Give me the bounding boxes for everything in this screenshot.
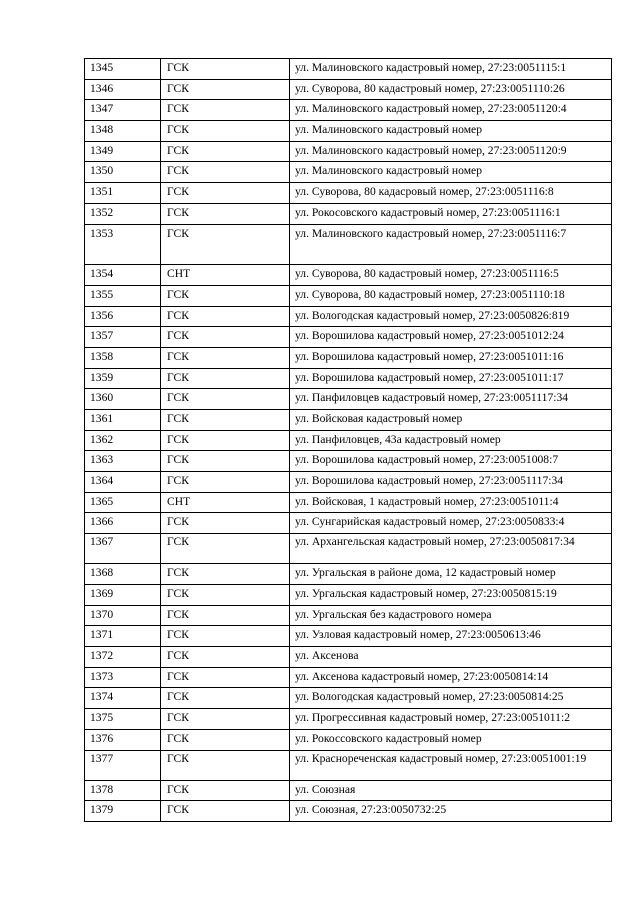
row-address: ул. Войсковая, 1 кадастровый номер, 27:23:0051011:4	[290, 492, 612, 513]
table-row	[85, 605, 612, 626]
row-address: ул. Прогрессивная кадастровый номер, 27:23:0051011:2	[290, 709, 612, 730]
row-number: 1373	[85, 667, 161, 688]
row-address: ул. Краснореченская кадастровый номер, 27:23:0051001:19	[290, 750, 612, 780]
row-number: 1357	[85, 327, 161, 348]
table-row	[85, 410, 612, 431]
row-number: 1358	[85, 347, 161, 368]
row-address: ул. Архангельская кадастровый номер, 27:23:0050817:34	[290, 534, 612, 564]
row-type: ГСК	[161, 626, 290, 647]
table-row	[85, 368, 612, 389]
row-type: ГСК	[161, 79, 290, 100]
row-type: ГСК	[161, 709, 290, 730]
row-address: ул. Вологодская кадастровый номер, 27:23:0050826:819	[290, 306, 612, 327]
row-type: ГСК	[161, 121, 290, 142]
row-address: ул. Малиновского кадастровый номер	[290, 162, 612, 183]
row-address: ул. Малиновского кадастровый номер, 27:23:0051120:4	[290, 100, 612, 121]
row-address: ул. Суворова, 80 кадастровый номер, 27:23:0051110:26	[290, 79, 612, 100]
row-address: ул. Ворошилова кадастровый номер, 27:23:0051011:17	[290, 368, 612, 389]
row-type: ГСК	[161, 285, 290, 306]
row-number: 1352	[85, 203, 161, 224]
row-address: ул. Ворошилова кадастровый номер, 27:23:0051012:24	[290, 327, 612, 348]
table-row	[85, 327, 612, 348]
row-address: ул. Суворова, 80 кадастровый номер, 27:23:0051110:18	[290, 285, 612, 306]
row-type: ГСК	[161, 203, 290, 224]
row-type: ГСК	[161, 59, 290, 80]
row-type: ГСК	[161, 141, 290, 162]
row-address: ул. Малиновского кадастровый номер, 27:23:0051120:9	[290, 141, 612, 162]
row-type: ГСК	[161, 472, 290, 493]
row-type: ГСК	[161, 100, 290, 121]
table-row	[85, 534, 612, 564]
row-address: ул. Рокоссовского кадастровый номер	[290, 729, 612, 750]
row-number: 1365	[85, 492, 161, 513]
row-number: 1375	[85, 709, 161, 730]
table-row	[85, 801, 612, 822]
row-address: ул. Войсковая кадастровый номер	[290, 410, 612, 431]
row-address: ул. Рокосовского кадастровый номер, 27:23:0051116:1	[290, 203, 612, 224]
row-number: 1349	[85, 141, 161, 162]
table-row	[85, 647, 612, 668]
table-row	[85, 306, 612, 327]
row-address: ул. Ворошилова кадастровый номер, 27:23:0051011:16	[290, 347, 612, 368]
row-number: 1351	[85, 183, 161, 204]
row-type: ГСК	[161, 389, 290, 410]
row-number: 1347	[85, 100, 161, 121]
row-type: СНТ	[161, 492, 290, 513]
row-type: ГСК	[161, 564, 290, 585]
row-number: 1354	[85, 265, 161, 286]
row-number: 1361	[85, 410, 161, 431]
row-number: 1353	[85, 224, 161, 265]
row-number: 1370	[85, 605, 161, 626]
table-row	[85, 141, 612, 162]
table-row	[85, 472, 612, 493]
row-number: 1359	[85, 368, 161, 389]
row-number: 1348	[85, 121, 161, 142]
table-row	[85, 265, 612, 286]
table-row	[85, 451, 612, 472]
row-number: 1360	[85, 389, 161, 410]
table-row	[85, 203, 612, 224]
registry-table	[84, 58, 612, 822]
table-row	[85, 688, 612, 709]
table-row	[85, 121, 612, 142]
row-number: 1369	[85, 585, 161, 606]
row-number: 1376	[85, 729, 161, 750]
row-number: 1363	[85, 451, 161, 472]
row-type: ГСК	[161, 451, 290, 472]
table-row	[85, 626, 612, 647]
row-type: ГСК	[161, 780, 290, 801]
row-type: ГСК	[161, 162, 290, 183]
row-type: СНТ	[161, 265, 290, 286]
table-row	[85, 224, 612, 265]
row-number: 1371	[85, 626, 161, 647]
row-address: ул. Малиновского кадастровый номер, 27:23:0051115:1	[290, 59, 612, 80]
table-row	[85, 585, 612, 606]
row-address: ул. Узловая кадастровый номер, 27:23:0050613:46	[290, 626, 612, 647]
row-type: ГСК	[161, 647, 290, 668]
table-row	[85, 513, 612, 534]
row-type: ГСК	[161, 306, 290, 327]
row-type: ГСК	[161, 410, 290, 431]
table-row	[85, 430, 612, 451]
row-number: 1355	[85, 285, 161, 306]
row-number: 1377	[85, 750, 161, 780]
table-row	[85, 162, 612, 183]
row-type: ГСК	[161, 513, 290, 534]
table-row	[85, 492, 612, 513]
row-type: ГСК	[161, 729, 290, 750]
table-row	[85, 780, 612, 801]
row-type: ГСК	[161, 430, 290, 451]
table-row	[85, 79, 612, 100]
row-address: ул. Ургальская кадастровый номер, 27:23:0050815:19	[290, 585, 612, 606]
table-row	[85, 347, 612, 368]
row-address: ул. Суворова, 80 кадасровый номер, 27:23:0051116:8	[290, 183, 612, 204]
table-row	[85, 389, 612, 410]
row-number: 1379	[85, 801, 161, 822]
row-address: ул. Малиновского кадастровый номер	[290, 121, 612, 142]
row-address: ул. Союзная	[290, 780, 612, 801]
row-number: 1372	[85, 647, 161, 668]
row-address: ул. Суворова, 80 кадастровый номер, 27:23:0051116:5	[290, 265, 612, 286]
row-number: 1346	[85, 79, 161, 100]
row-type: ГСК	[161, 801, 290, 822]
row-address: ул. Ворошилова кадастровый номер, 27:23:0051008:7	[290, 451, 612, 472]
row-type: ГСК	[161, 327, 290, 348]
row-address: ул. Ургальская без кадастрового номера	[290, 605, 612, 626]
row-address: ул. Союзная, 27:23:0050732:25	[290, 801, 612, 822]
row-number: 1350	[85, 162, 161, 183]
table-row	[85, 709, 612, 730]
table-row	[85, 564, 612, 585]
table-row	[85, 285, 612, 306]
row-type: ГСК	[161, 534, 290, 564]
row-number: 1356	[85, 306, 161, 327]
table-row	[85, 750, 612, 780]
row-address: ул. Аксенова	[290, 647, 612, 668]
row-address: ул. Малиновского кадастровый номер, 27:23:0051116:7	[290, 224, 612, 265]
row-type: ГСК	[161, 368, 290, 389]
row-type: ГСК	[161, 347, 290, 368]
row-number: 1366	[85, 513, 161, 534]
row-address: ул. Ургальская в районе дома, 12 кадастровый номер	[290, 564, 612, 585]
row-type: ГСК	[161, 585, 290, 606]
row-number: 1362	[85, 430, 161, 451]
row-address: ул. Сунгарийская кадастровый номер, 27:23:0050833:4	[290, 513, 612, 534]
row-type: ГСК	[161, 667, 290, 688]
row-number: 1367	[85, 534, 161, 564]
row-type: ГСК	[161, 224, 290, 265]
row-address: ул. Панфиловцев, 43а кадастровый номер	[290, 430, 612, 451]
row-number: 1374	[85, 688, 161, 709]
row-address: ул. Вологодская кадастровый номер, 27:23:0050814:25	[290, 688, 612, 709]
row-type: ГСК	[161, 183, 290, 204]
table-row	[85, 183, 612, 204]
row-address: ул. Панфиловцев кадастровый номер, 27:23:0051117:34	[290, 389, 612, 410]
table-row	[85, 100, 612, 121]
row-number: 1378	[85, 780, 161, 801]
table-row	[85, 667, 612, 688]
row-number: 1345	[85, 59, 161, 80]
table-row	[85, 729, 612, 750]
table-row	[85, 59, 612, 80]
row-number: 1368	[85, 564, 161, 585]
row-number: 1364	[85, 472, 161, 493]
row-type: ГСК	[161, 688, 290, 709]
row-address: ул. Ворошилова кадастровый номер, 27:23:0051117:34	[290, 472, 612, 493]
row-address: ул. Аксенова кадастровый номер, 27:23:0050814:14	[290, 667, 612, 688]
row-type: ГСК	[161, 750, 290, 780]
row-type: ГСК	[161, 605, 290, 626]
